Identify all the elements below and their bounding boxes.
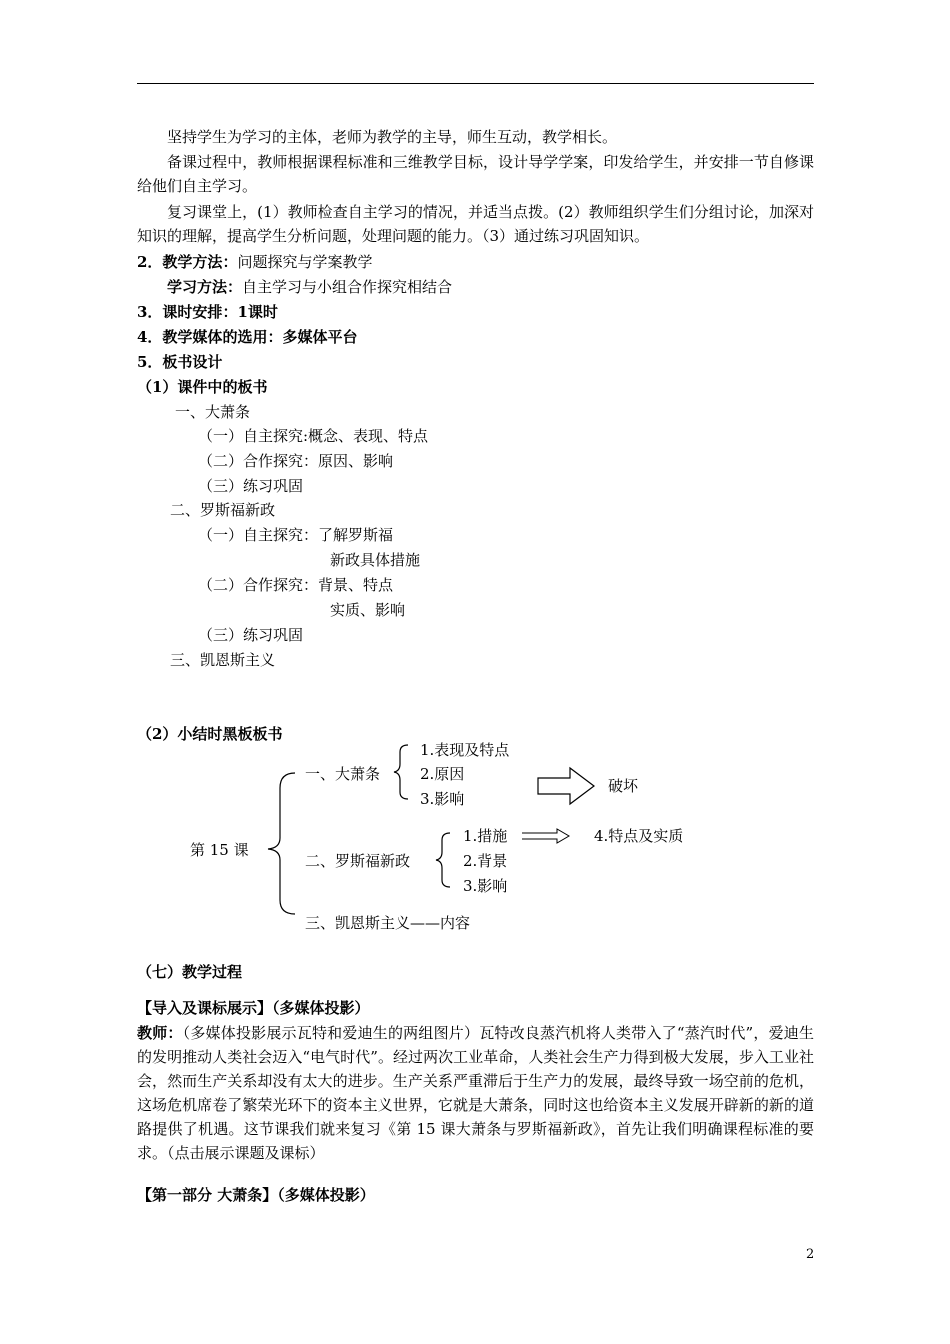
depression-item-3: 3.影响: [420, 790, 465, 808]
double-arrow-icon: [522, 829, 569, 843]
new-deal-item-1: 1.措施: [463, 827, 508, 845]
outline-item-1b: （二）合作探究：原因、影响: [198, 452, 394, 470]
branch-keynesianism: 三、凯恩斯主义——内容: [305, 914, 471, 932]
outline-item-1a: （一）自主探究:概念、表现、特点: [198, 427, 429, 445]
outline-item-2b: （二）合作探究：背景、特点: [198, 576, 394, 594]
outline-item-1c: （三）练习巩固: [198, 477, 304, 495]
teaching-process-heading: （七）教学过程: [137, 963, 243, 981]
new-deal-brace-icon: [436, 833, 450, 887]
class-hours: 3．课时安排：1课时: [137, 303, 278, 321]
blackboard-design-heading: 5．板书设计: [137, 353, 223, 371]
new-deal-item-2: 2.背景: [463, 852, 508, 870]
depression-brace-icon: [394, 745, 408, 799]
outline-item-3: 三、凯恩斯主义: [170, 651, 276, 669]
intro-paragraph-3: 复习课堂上，(1）教师检查自主学习的情况，并适当点拨。(2）教师组织学生们分组讨论，加深对知识的理解，提高学生分析问题，处理问题的能力。（3）通过练习巩固知识。: [137, 203, 814, 245]
page-number: 2: [806, 1247, 815, 1262]
part-one-heading: 【第一部分 大萧条】（多媒体投影）: [137, 1186, 375, 1204]
new-deal-result: 4.特点及实质: [594, 827, 684, 845]
intro-paragraph-2: 备课过程中，教师根据课程标准和三维教学目标，设计导学学案，印发给学生，并安排一节自修课给他们自主学习。: [137, 153, 814, 195]
teacher-text: （多媒体投影展示瓦特和爱迪生的两组图片）瓦特改良蒸汽机将人类带入了“蒸汽时代”，爱迪生的发明推动人类社会迈入“电气时代”。经过两次工业革命，人类社会生产力得到极大发展，步入工业社会，然而生产关系却没有太大的进步。生产关系严重滞后于生产力的发展，最终导致一场空前的危机，这场危机席卷了繁荣光环下的资本主义世界，它就是大萧条，同时这也给资本主义发展开辟新的新的道路提供了机遇。这节课我们就来复习《第 15 课大萧条与罗斯福新政》，首先让我们明确课程标准的要求。（点击展示课题及课标）: [137, 1024, 814, 1162]
media-selection: 4．教学媒体的选用：多媒体平台: [137, 328, 358, 346]
teacher-label: 教师：: [137, 1024, 183, 1042]
summary-board-heading: （2）小结时黑板板书: [137, 725, 283, 743]
courseware-board-heading: （1）课件中的板书: [137, 378, 268, 396]
diagram-root: 第 15 课: [190, 841, 249, 859]
outline-item-1: 一、大萧条: [175, 403, 251, 421]
learning-method-label: 学习方法：: [167, 278, 243, 296]
outline-item-2a-cont: 新政具体措施: [330, 551, 421, 569]
outline-item-2a: （一）自主探究：了解罗斯福: [198, 526, 394, 544]
depression-result: 破坏: [608, 777, 639, 795]
block-arrow-icon: [538, 768, 594, 804]
depression-item-2: 2.原因: [420, 765, 465, 783]
teacher-paragraph: [137, 1021, 814, 1165]
learning-method-value: 自主学习与小组合作探究相结合: [242, 278, 453, 296]
branch-great-depression: 一、大萧条: [305, 765, 381, 783]
depression-item-1: 1.表现及特点: [420, 741, 510, 759]
branch-new-deal: 二、罗斯福新政: [305, 852, 411, 870]
intro-section-heading: 【导入及课标展示】（多媒体投影）: [137, 999, 370, 1017]
outline-item-2b-cont: 实质、影响: [330, 601, 406, 619]
outline-item-2c: （三）练习巩固: [198, 626, 304, 644]
teaching-method-value: 问题探究与学案教学: [237, 253, 373, 271]
main-brace-icon: [268, 773, 295, 914]
outline-item-2: 二、罗斯福新政: [170, 501, 276, 519]
intro-paragraph-1: 坚持学生为学习的主体，老师为教学的主导，师生互动，教学相长。: [167, 128, 618, 146]
teaching-method-label: 2．教学方法：: [137, 253, 238, 271]
new-deal-item-3: 3.影响: [463, 877, 508, 895]
